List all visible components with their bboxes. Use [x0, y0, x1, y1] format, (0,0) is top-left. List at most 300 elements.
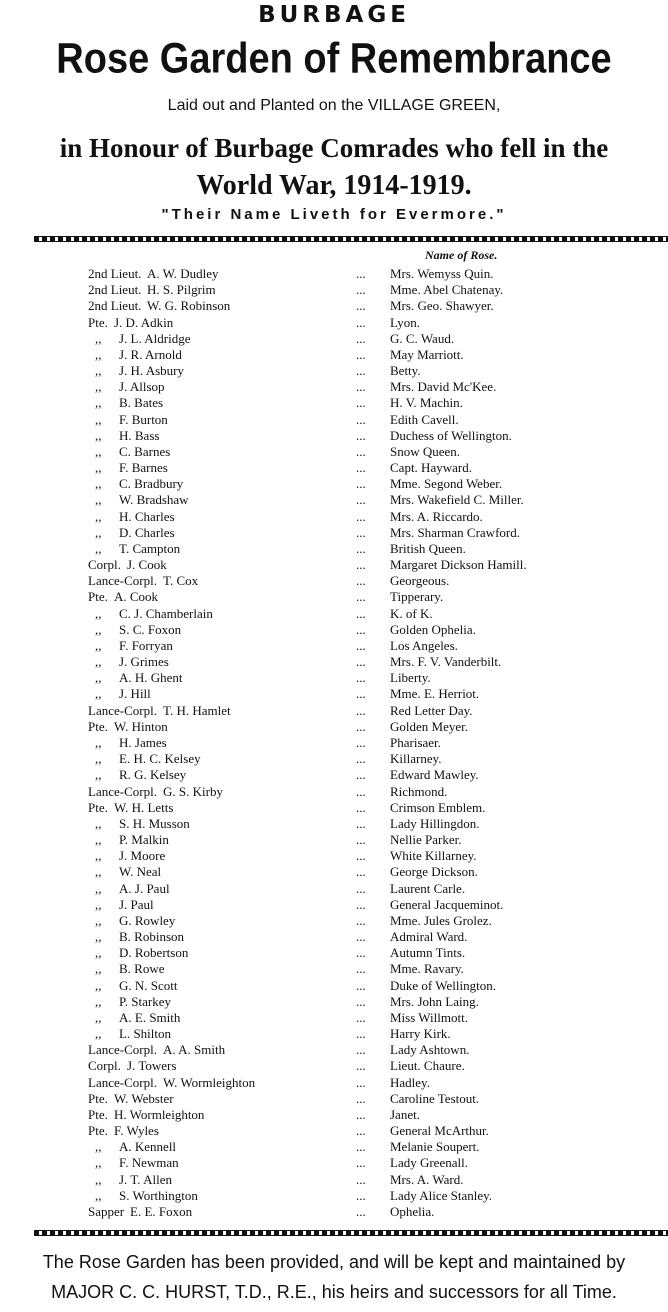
entry-name: L. Shilton	[119, 1026, 172, 1042]
entry-leader-dots: ...	[356, 476, 366, 492]
entry-rank: ,,	[95, 379, 102, 395]
entry-name: A. W. Dudley	[147, 266, 219, 281]
roll-entry	[0, 1075, 668, 1091]
subtitle: Laid out and Planted on the VILLAGE GREEN,	[167, 97, 501, 114]
roll-entry	[0, 1123, 668, 1139]
entry-rose-name: Mrs. Geo. Shawyer.	[390, 298, 494, 314]
entry-name: J. Towers	[127, 1058, 177, 1074]
entry-name: F. Burton	[119, 411, 168, 427]
entry-leader-dots: ...	[356, 492, 366, 508]
roll-entry	[0, 1188, 668, 1204]
roll-entry	[0, 622, 668, 638]
entry-rank: ,,	[95, 540, 102, 556]
motto: "Their Name Liveth for Evermore."	[161, 206, 507, 223]
entry-rose-name: British Queen.	[390, 540, 466, 556]
entry-rank: ,,	[95, 670, 102, 686]
entry-leader-dots: ...	[356, 524, 366, 540]
entry-rank: ,,	[95, 896, 102, 912]
entry-rank: ,,	[95, 1171, 102, 1187]
roll-entry	[0, 282, 668, 298]
entry-leader-dots: ...	[356, 1187, 366, 1203]
entry-name: J. Paul	[119, 896, 154, 912]
roll-entry	[0, 832, 668, 848]
entry-rank: Lance-Corpl.	[88, 1042, 157, 1058]
entry-rank: ,,	[95, 621, 102, 637]
entry-rank: ,,	[95, 961, 102, 977]
entry-leader-dots: ...	[356, 573, 366, 589]
roll-entry	[0, 686, 668, 702]
entry-leader-dots: ...	[356, 1042, 366, 1058]
entry-leader-dots: ...	[356, 929, 366, 945]
entry-leader-dots: ...	[356, 1026, 366, 1042]
entry-rose-name: Mrs. A. Ward.	[390, 1171, 464, 1187]
entry-name: E. E. Foxon	[130, 1203, 193, 1219]
entry-name: W. Webster	[114, 1090, 174, 1106]
entry-leader-dots: ...	[356, 605, 366, 621]
entry-name: B. Bates	[119, 395, 164, 411]
entry-leader-dots: ...	[356, 1074, 366, 1090]
entry-name: D. Charles	[119, 524, 175, 540]
entry-leader-dots: ...	[356, 848, 366, 864]
entry-name: W. G. Robinson	[147, 298, 231, 314]
entry-rose-name: Red Letter Day.	[390, 702, 473, 718]
entry-rank: Pte.	[88, 1106, 108, 1122]
entry-rose-name: Mrs. F. V. Vanderbilt.	[390, 654, 502, 670]
entry-leader-dots: ...	[356, 767, 366, 783]
dedication-line-2: World War, 1914-1919.	[196, 170, 472, 201]
roll-entry	[0, 1155, 668, 1171]
entry-rank: ,,	[95, 1155, 102, 1171]
entry-rank: ,,	[95, 443, 102, 459]
entry-leader-dots: ...	[356, 670, 366, 686]
entry-leader-dots: ...	[356, 460, 366, 476]
entry-rank: Lance-Corpl.	[88, 702, 157, 718]
entry-rose-name: Mme. E. Herriot.	[390, 686, 480, 702]
entry-name: J. D. Adkin	[114, 314, 174, 330]
entry-rose-name: Los Angeles.	[390, 637, 458, 653]
roll-entry	[0, 816, 668, 832]
roll-entry	[0, 994, 668, 1010]
entry-rose-name: Duke of Wellington.	[390, 977, 496, 993]
entry-rose-name: Mrs. David Mc'Kee.	[390, 379, 497, 395]
entry-leader-dots: ...	[356, 961, 366, 977]
entry-name: F. Forryan	[119, 637, 173, 653]
entry-rose-name: Richmond.	[390, 783, 448, 799]
entry-rank: ,,	[95, 427, 102, 443]
entry-rank: Lance-Corpl.	[88, 1074, 157, 1090]
roll-entry	[0, 363, 668, 379]
entry-rose-name: Edith Cavell.	[390, 411, 459, 427]
entry-rose-name: G. C. Waud.	[390, 330, 455, 346]
entry-leader-dots: ...	[356, 540, 366, 556]
entry-rank: Sapper	[88, 1203, 125, 1219]
entry-name: W. H. Letts	[114, 799, 174, 815]
entry-rank: ,,	[95, 912, 102, 928]
entry-rank: 2nd Lieut.	[88, 282, 142, 298]
entry-name: B. Rowe	[119, 961, 165, 977]
entry-name: P. Starkey	[119, 993, 171, 1009]
entry-rose-name: Mme. Jules Grolez.	[390, 912, 492, 928]
entry-name: A. E. Smith	[119, 1009, 181, 1025]
roll-entry	[0, 315, 668, 331]
entry-rose-name: H. V. Machin.	[390, 395, 463, 411]
roll-entry	[0, 1172, 668, 1188]
entry-rank: ,,	[95, 1139, 102, 1155]
entry-leader-dots: ...	[356, 1058, 366, 1074]
roll-entry	[0, 978, 668, 994]
entry-rank: Lance-Corpl.	[88, 783, 157, 799]
entry-rank: ,,	[95, 734, 102, 750]
entry-rank: ,,	[95, 945, 102, 961]
roll-entry	[0, 444, 668, 460]
entry-name: E. H. C. Kelsey	[119, 751, 201, 767]
entry-rank: ,,	[95, 815, 102, 831]
entry-rose-name: Mrs. John Laing.	[390, 993, 479, 1009]
entry-name: S. Worthington	[119, 1187, 198, 1203]
entry-leader-dots: ...	[356, 1155, 366, 1171]
entry-rose-name: Duchess of Wellington.	[390, 427, 512, 443]
entry-name: W. Bradshaw	[119, 492, 189, 508]
entry-rank: Pte.	[88, 718, 108, 734]
roll-entry	[0, 929, 668, 945]
entry-rank: ,,	[95, 848, 102, 864]
entry-leader-dots: ...	[356, 314, 366, 330]
footer-line-2: MAJOR C. C. HURST, T.D., R.E., his heirs and successors for all Time.	[51, 1282, 617, 1302]
entry-leader-dots: ...	[356, 718, 366, 734]
entry-rose-name: Liberty.	[390, 670, 431, 686]
entry-name: B. Robinson	[119, 929, 185, 945]
roll-entry	[0, 1010, 668, 1026]
entry-leader-dots: ...	[356, 427, 366, 443]
entry-leader-dots: ...	[356, 282, 366, 298]
entry-rose-name: Snow Queen.	[390, 443, 461, 459]
entry-name: F. Wyles	[114, 1123, 159, 1139]
roll-entry	[0, 670, 668, 686]
entry-name: J. Hill	[119, 686, 151, 702]
rose-column-heading: Name of Rose.	[425, 248, 498, 262]
entry-rank: ,,	[95, 654, 102, 670]
entry-name: H. S. Pilgrim	[147, 282, 216, 298]
entry-rose-name: Hadley.	[390, 1074, 430, 1090]
entry-leader-dots: ...	[356, 1009, 366, 1025]
entry-rose-name: Capt. Hayward.	[390, 460, 472, 476]
roll-entry	[0, 864, 668, 880]
entry-leader-dots: ...	[356, 557, 366, 573]
entry-name: C. Bradbury	[119, 476, 184, 492]
entry-rank: Corpl.	[88, 557, 121, 573]
roll-entry	[0, 703, 668, 719]
entry-rank: Pte.	[88, 589, 108, 605]
roll-entry	[0, 913, 668, 929]
entry-leader-dots: ...	[356, 977, 366, 993]
roll-entry	[0, 460, 668, 476]
roll-entry	[0, 897, 668, 913]
top-divider	[34, 236, 668, 242]
roll-entry	[0, 1091, 668, 1107]
entry-rose-name: Ophelia.	[390, 1203, 435, 1219]
roll-entry	[0, 881, 668, 897]
entry-name: W. Neal	[119, 864, 162, 880]
entry-leader-dots: ...	[356, 266, 366, 281]
entry-name: F. Newman	[119, 1155, 179, 1171]
entry-name: R. G. Kelsey	[119, 767, 187, 783]
entry-name: J. Moore	[119, 848, 166, 864]
entry-name: J. Cook	[127, 557, 167, 573]
entry-rose-name: Georgeous.	[390, 573, 450, 589]
entry-rank: ,,	[95, 751, 102, 767]
entry-leader-dots: ...	[356, 864, 366, 880]
entry-rose-name: Mrs. Wemyss Quin.	[390, 266, 494, 281]
roll-entry	[0, 557, 668, 573]
entry-leader-dots: ...	[356, 298, 366, 314]
entry-name: J. H. Asbury	[119, 363, 185, 379]
entry-rose-name: Harry Kirk.	[390, 1026, 451, 1042]
entry-rose-name: Lady Ashtown.	[390, 1042, 470, 1058]
entry-rose-name: Laurent Carle.	[390, 880, 466, 896]
entry-leader-dots: ...	[356, 379, 366, 395]
entry-rank: ,,	[95, 832, 102, 848]
entry-name: W. Wormleighton	[163, 1074, 256, 1090]
entry-rose-name: Mrs. A. Riccardo.	[390, 508, 483, 524]
entry-rose-name: General Jacqueminot.	[390, 896, 504, 912]
entry-rank: Pte.	[88, 799, 108, 815]
entry-name: J. L. Aldridge	[119, 330, 191, 346]
entry-rose-name: Killarney.	[390, 751, 442, 767]
roll-entry	[0, 1204, 668, 1220]
entry-rose-name: Golden Meyer.	[390, 718, 468, 734]
entry-leader-dots: ...	[356, 443, 366, 459]
roll-entry	[0, 379, 668, 395]
roll-entry	[0, 412, 668, 428]
roll-entry	[0, 428, 668, 444]
entry-leader-dots: ...	[356, 751, 366, 767]
entry-rank: ,,	[95, 686, 102, 702]
entry-rose-name: Mme. Ravary.	[390, 961, 464, 977]
entry-rank: ,,	[95, 929, 102, 945]
entry-name: H. Charles	[119, 508, 175, 524]
entry-rank: ,,	[95, 395, 102, 411]
roll-entry	[0, 298, 668, 314]
roll-entry	[0, 1042, 668, 1058]
entry-leader-dots: ...	[356, 363, 366, 379]
entry-name: P. Malkin	[119, 832, 169, 848]
entry-leader-dots: ...	[356, 1090, 366, 1106]
entry-rank: ,,	[95, 508, 102, 524]
roll-entry	[0, 573, 668, 589]
entry-rose-name: Mrs. Wakefield C. Miller.	[390, 492, 524, 508]
entry-rose-name: Lyon.	[390, 314, 420, 330]
entry-rose-name: White Killarney.	[390, 848, 477, 864]
entry-rank: ,,	[95, 460, 102, 476]
entry-rose-name: Lady Hillingdon.	[390, 815, 480, 831]
entry-name: A. A. Smith	[163, 1042, 226, 1058]
entry-rose-name: Betty.	[390, 363, 421, 379]
entry-name: A. J. Paul	[119, 880, 170, 896]
entry-leader-dots: ...	[356, 1171, 366, 1187]
entry-name: D. Robertson	[119, 945, 189, 961]
roll-entry	[0, 945, 668, 961]
entry-rank: ,,	[95, 767, 102, 783]
entry-name: T. Campton	[119, 540, 181, 556]
roll-entry	[0, 751, 668, 767]
entry-rank: 2nd Lieut.	[88, 266, 142, 281]
entry-leader-dots: ...	[356, 912, 366, 928]
entry-leader-dots: ...	[356, 734, 366, 750]
entry-rank: ,,	[95, 492, 102, 508]
entry-name: S. C. Foxon	[119, 621, 182, 637]
entry-rose-name: Miss Willmott.	[390, 1009, 468, 1025]
roll-entry	[0, 654, 668, 670]
entry-rank: ,,	[95, 346, 102, 362]
roll-entry	[0, 525, 668, 541]
roll-entry	[0, 1107, 668, 1123]
entry-leader-dots: ...	[356, 815, 366, 831]
roll-entry	[0, 395, 668, 411]
entry-name: J. T. Allen	[119, 1171, 172, 1187]
entry-name: H. Bass	[119, 427, 160, 443]
entry-rose-name: Crimson Emblem.	[390, 799, 486, 815]
footer-line-1: The Rose Garden has been provided, and will be kept and maintained by	[42, 1252, 626, 1272]
entry-leader-dots: ...	[356, 799, 366, 815]
entry-name: C. J. Chamberlain	[119, 605, 213, 621]
roll-entry	[0, 589, 668, 605]
entry-rose-name: K. of K.	[390, 605, 433, 621]
roll-entry	[0, 266, 668, 282]
roll-entry	[0, 800, 668, 816]
entry-leader-dots: ...	[356, 1139, 366, 1155]
entry-leader-dots: ...	[356, 637, 366, 653]
roll-entry	[0, 492, 668, 508]
entry-rose-name: Edward Mawley.	[390, 767, 479, 783]
entry-leader-dots: ...	[356, 945, 366, 961]
entry-leader-dots: ...	[356, 1203, 366, 1219]
entry-name: F. Barnes	[119, 460, 168, 476]
entry-leader-dots: ...	[356, 330, 366, 346]
entry-name: A. Kennell	[119, 1139, 177, 1155]
roll-entry	[0, 848, 668, 864]
entry-rose-name: Mme. Abel Chatenay.	[390, 282, 504, 298]
entry-rose-name: Admiral Ward.	[390, 929, 468, 945]
roll-entry	[0, 735, 668, 751]
entry-name: H. James	[119, 734, 167, 750]
entry-name: H. Wormleighton	[114, 1106, 205, 1122]
entry-rank: ,,	[95, 637, 102, 653]
entry-leader-dots: ...	[356, 508, 366, 524]
entry-rose-name: May Marriott.	[390, 346, 464, 362]
entry-rank: ,,	[95, 330, 102, 346]
entry-name: G. N. Scott	[119, 977, 178, 993]
roll-entry	[0, 606, 668, 622]
entry-rank: Pte.	[88, 1090, 108, 1106]
roll-entry	[0, 961, 668, 977]
entry-leader-dots: ...	[356, 395, 366, 411]
entry-leader-dots: ...	[356, 654, 366, 670]
entry-rank: ,,	[95, 476, 102, 492]
entry-rose-name: Autumn Tints.	[390, 945, 466, 961]
entry-rank: ,,	[95, 363, 102, 379]
entry-rank: ,,	[95, 411, 102, 427]
entry-name: T. H. Hamlet	[163, 702, 231, 718]
entry-leader-dots: ...	[356, 1123, 366, 1139]
entry-leader-dots: ...	[356, 686, 366, 702]
entry-leader-dots: ...	[356, 346, 366, 362]
entry-rose-name: Mme. Segond Weber.	[390, 476, 503, 492]
roll-entry	[0, 784, 668, 800]
entry-name: G. Rowley	[119, 912, 176, 928]
entry-leader-dots: ...	[356, 896, 366, 912]
entry-leader-dots: ...	[356, 1106, 366, 1122]
entry-name: T. Cox	[163, 573, 199, 589]
entry-leader-dots: ...	[356, 880, 366, 896]
roll-entry	[0, 476, 668, 492]
entry-rose-name: Lieut. Chaure.	[390, 1058, 465, 1074]
roll-entry	[0, 509, 668, 525]
entry-rose-name: Nellie Parker.	[390, 832, 462, 848]
entry-rose-name: Lady Alice Stanley.	[390, 1187, 493, 1203]
roll-entry	[0, 541, 668, 557]
entry-name: W. Hinton	[114, 718, 168, 734]
entry-rank: ,,	[95, 1026, 102, 1042]
roll-entry	[0, 638, 668, 654]
entry-leader-dots: ...	[356, 589, 366, 605]
page-title: Rose Garden of Remembrance	[56, 35, 612, 83]
entry-rose-name: Golden Ophelia.	[390, 621, 476, 637]
entry-leader-dots: ...	[356, 621, 366, 637]
entry-rose-name: George Dickson.	[390, 864, 478, 880]
entry-name: A. H. Ghent	[119, 670, 183, 686]
roll-entry	[0, 767, 668, 783]
dedication-line-1: in Honour of Burbage Comrades who fell in the	[59, 133, 609, 163]
bottom-divider	[34, 1230, 668, 1236]
roll-entry	[0, 719, 668, 735]
entry-name: J. Grimes	[119, 654, 169, 670]
entry-rose-name: Margaret Dickson Hamill.	[390, 557, 527, 573]
entry-leader-dots: ...	[356, 783, 366, 799]
entry-rank: Lance-Corpl.	[88, 573, 157, 589]
entry-rank: ,,	[95, 1187, 102, 1203]
roll-of-honour	[0, 266, 668, 1220]
entry-rose-name: Janet.	[390, 1106, 420, 1122]
entry-name: C. Barnes	[119, 443, 171, 459]
entry-leader-dots: ...	[356, 832, 366, 848]
entry-rank: Pte.	[88, 1123, 108, 1139]
entry-rose-name: General McArthur.	[390, 1123, 489, 1139]
entry-rose-name: Tipperary.	[390, 589, 444, 605]
roll-entry	[0, 347, 668, 363]
entry-rank: ,,	[95, 605, 102, 621]
entry-rose-name: Lady Greenall.	[390, 1155, 468, 1171]
entry-leader-dots: ...	[356, 993, 366, 1009]
entry-rose-name: Pharisaer.	[390, 734, 441, 750]
entry-rank: ,,	[95, 524, 102, 540]
roll-entry	[0, 1058, 668, 1074]
entry-rank: Pte.	[88, 314, 108, 330]
entry-rose-name: Melanie Soupert.	[390, 1139, 480, 1155]
entry-rank: ,,	[95, 977, 102, 993]
entry-rank: ,,	[95, 993, 102, 1009]
place-heading: BURBAGE	[258, 2, 410, 28]
entry-rose-name: Caroline Testout.	[390, 1090, 480, 1106]
entry-rose-name: Mrs. Sharman Crawford.	[390, 524, 520, 540]
entry-name: J. R. Arnold	[119, 346, 182, 362]
entry-name: S. H. Musson	[119, 815, 190, 831]
entry-name: A. Cook	[114, 589, 159, 605]
entry-name: G. S. Kirby	[163, 783, 223, 799]
roll-entry	[0, 331, 668, 347]
roll-entry	[0, 1139, 668, 1155]
entry-rank: 2nd Lieut.	[88, 298, 142, 314]
entry-name: J. Allsop	[119, 379, 165, 395]
